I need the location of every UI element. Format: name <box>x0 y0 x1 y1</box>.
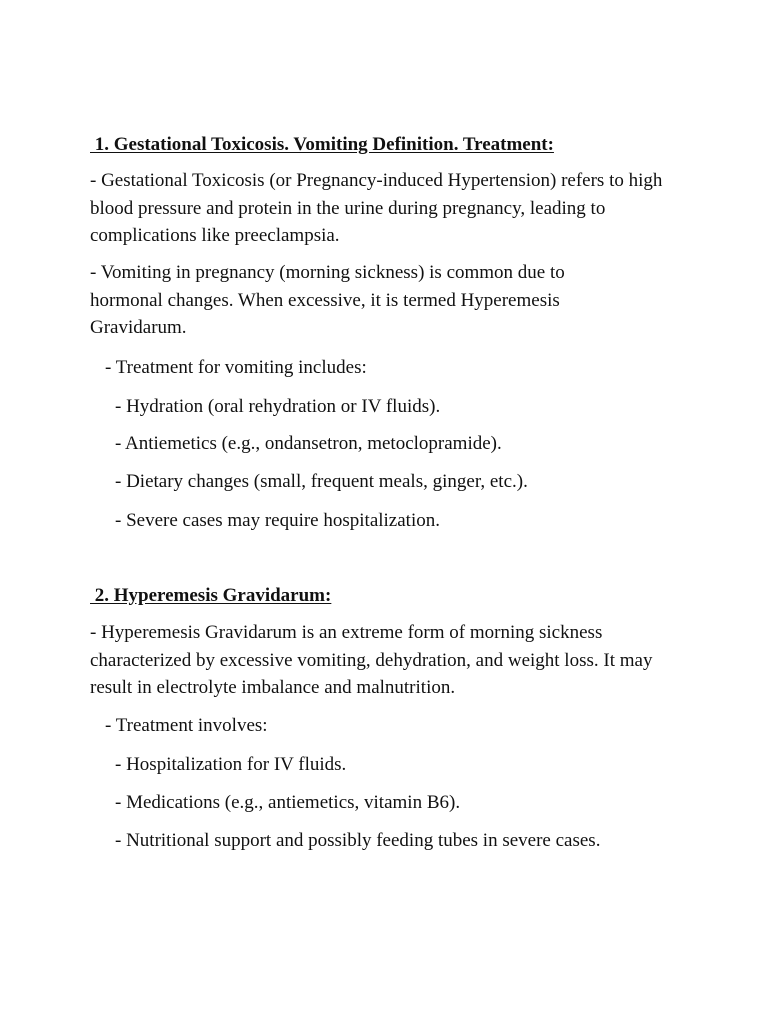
section1-paragraph-vomiting: - Vomiting in pregnancy (morning sickness) is common due to hormonal changes. When excessive, it is termed Hyperemesis Gravidarum. <box>90 262 565 338</box>
section2-treatment-item: - Nutritional support and possibly feeding tubes in severe cases. <box>115 830 601 851</box>
section1-treatment-item: - Dietary changes (small, frequent meals, ginger, etc.). <box>115 471 528 492</box>
section2-paragraph-hyperemesis: - Hyperemesis Gravidarum is an extreme form of morning sickness characterized by excessive vomiting, dehydration, and weight loss. It may result in electrolyte imbalance and malnutrition. <box>90 622 653 698</box>
section1-heading: 1. Gestational Toxicosis. Vomiting Definition. Treatment: <box>90 134 554 155</box>
section1-paragraph-toxicosis: - Gestational Toxicosis (or Pregnancy-induced Hypertension) refers to high blood pressure and protein in the urine during pregnancy, leading to complications like preeclampsia. <box>90 170 663 246</box>
section2-treatment-item: - Medications (e.g., antiemetics, vitamin B6). <box>115 792 461 813</box>
section2-treatment-item: - Hospitalization for IV fluids. <box>115 754 347 775</box>
section2-heading: 2. Hyperemesis Gravidarum: <box>90 585 332 606</box>
section1-treatment-intro: - Treatment for vomiting includes: <box>105 357 367 378</box>
section1-treatment-item: - Antiemetics (e.g., ondansetron, metoclopramide). <box>115 433 502 454</box>
section1-treatment-item: - Hydration (oral rehydration or IV fluids). <box>115 396 441 417</box>
section2-treatment-intro: - Treatment involves: <box>105 715 268 736</box>
section1-treatment-item: - Severe cases may require hospitalization. <box>115 510 440 531</box>
